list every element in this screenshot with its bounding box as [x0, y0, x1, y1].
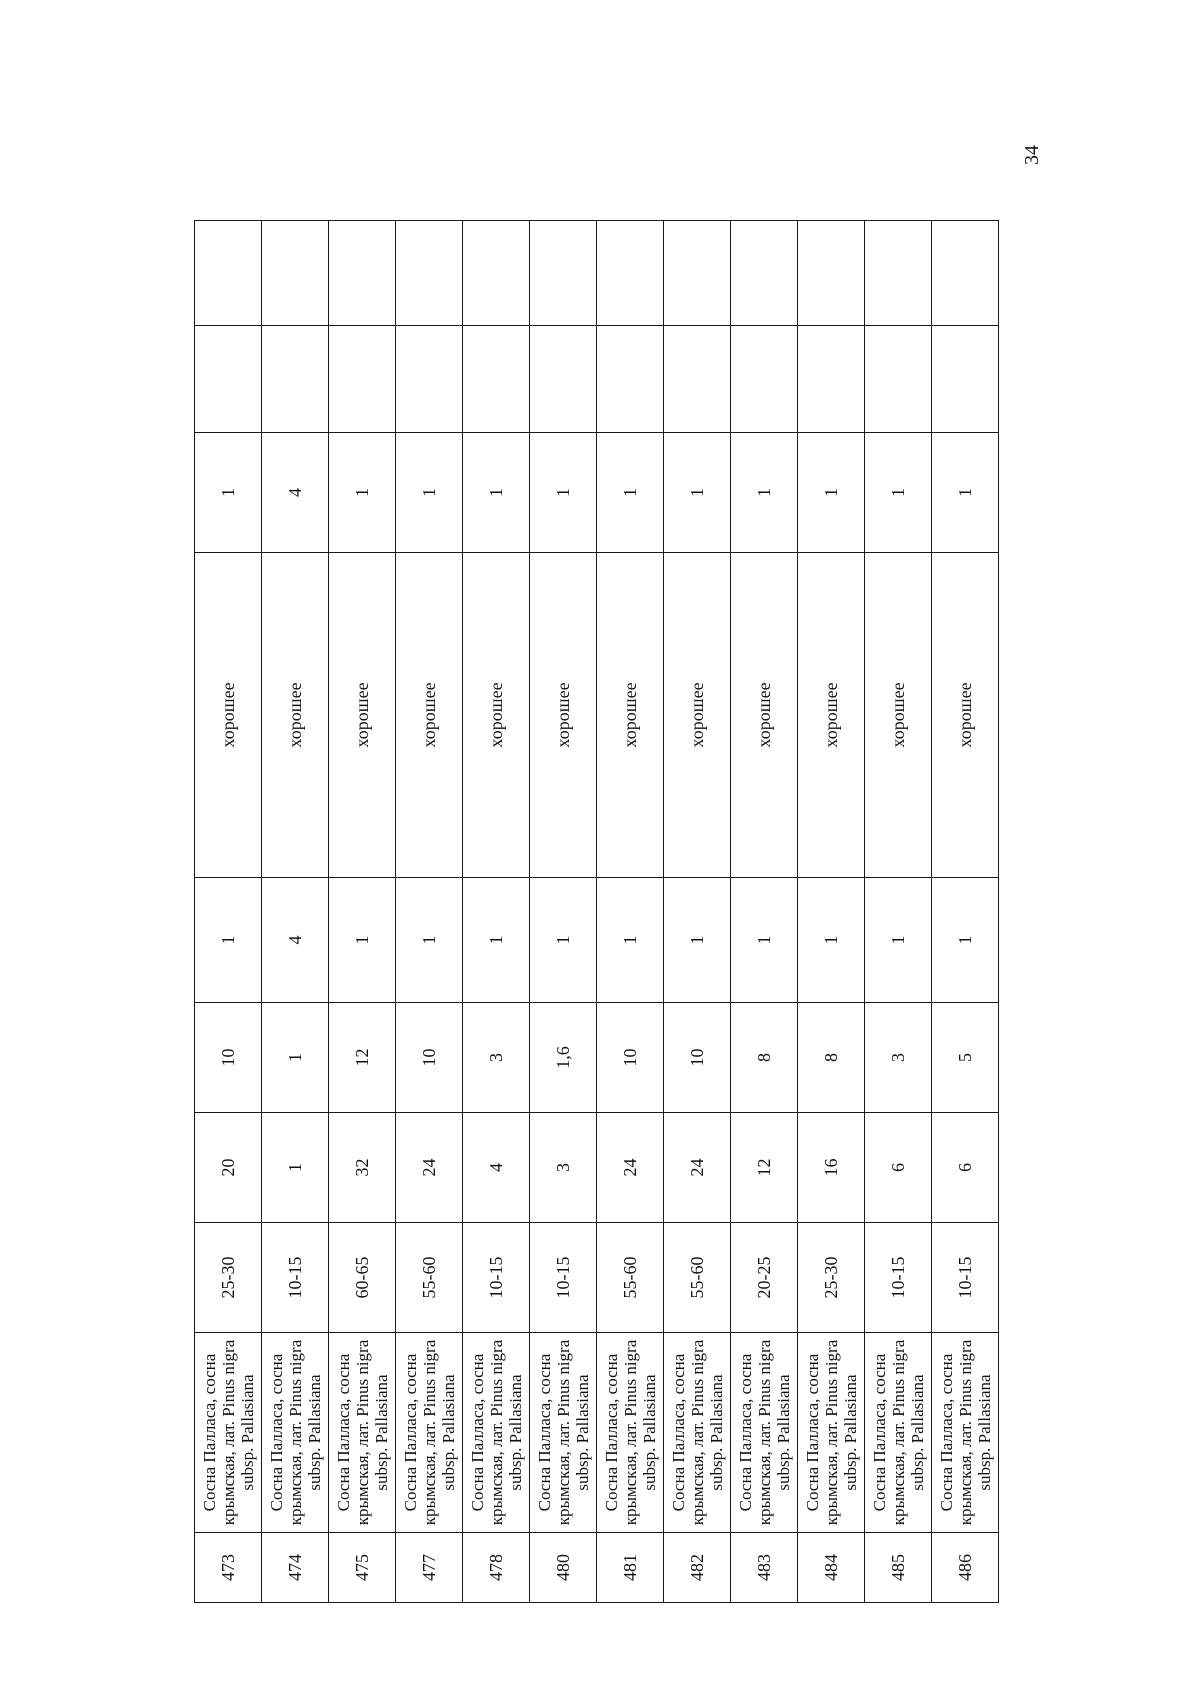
cell-height: 4	[463, 1113, 530, 1223]
cell-empty	[798, 221, 865, 326]
cell-diameter: 8	[798, 1003, 865, 1113]
cell-number: 474	[262, 1533, 329, 1603]
cell-empty	[195, 221, 262, 326]
cell-diameter: 10	[664, 1003, 731, 1113]
cell-number: 484	[798, 1533, 865, 1603]
cell-condition: хорошее	[597, 553, 664, 878]
cell-count: 1	[530, 878, 597, 1003]
cell-age: 25-30	[195, 1223, 262, 1333]
cell-count: 1	[932, 878, 999, 1003]
cell-diameter: 3	[865, 1003, 932, 1113]
cell-count: 1	[329, 878, 396, 1003]
cell-count: 1	[597, 878, 664, 1003]
cell-empty	[396, 326, 463, 433]
cell-species: Сосна Палласа, сосна крымская, лат. Pinus nigra subsp. Pallasiana	[731, 1333, 798, 1533]
cell-total: 1	[664, 433, 731, 553]
cell-count: 1	[865, 878, 932, 1003]
cell-height: 12	[731, 1113, 798, 1223]
cell-count: 1	[195, 878, 262, 1003]
cell-age: 55-60	[597, 1223, 664, 1333]
cell-age: 55-60	[664, 1223, 731, 1333]
cell-diameter: 3	[463, 1003, 530, 1113]
cell-height: 24	[597, 1113, 664, 1223]
cell-species: Сосна Палласа, сосна крымская, лат. Pinus nigra subsp. Pallasiana	[262, 1333, 329, 1533]
cell-number: 477	[396, 1533, 463, 1603]
cell-condition: хорошее	[195, 553, 262, 878]
cell-total: 1	[530, 433, 597, 553]
table-row	[731, 221, 798, 1603]
cell-condition: хорошее	[329, 553, 396, 878]
cell-species: Сосна Палласа, сосна крымская, лат. Pinus nigra subsp. Pallasiana	[463, 1333, 530, 1533]
cell-condition: хорошее	[530, 553, 597, 878]
table-row	[195, 221, 262, 1603]
cell-age: 20-25	[731, 1223, 798, 1333]
cell-number: 475	[329, 1533, 396, 1603]
cell-empty	[463, 221, 530, 326]
cell-condition: хорошее	[731, 553, 798, 878]
cell-diameter: 10	[597, 1003, 664, 1113]
cell-empty	[865, 326, 932, 433]
cell-diameter: 8	[731, 1003, 798, 1113]
cell-number: 482	[664, 1533, 731, 1603]
cell-height: 20	[195, 1113, 262, 1223]
cell-empty	[731, 326, 798, 433]
cell-empty	[798, 326, 865, 433]
cell-empty	[664, 221, 731, 326]
cell-species: Сосна Палласа, сосна крымская, лат. Pinus nigra subsp. Pallasiana	[664, 1333, 731, 1533]
cell-height: 6	[865, 1113, 932, 1223]
table-row	[262, 221, 329, 1603]
cell-species: Сосна Палласа, сосна крымская, лат. Pinus nigra subsp. Pallasiana	[865, 1333, 932, 1533]
cell-number: 473	[195, 1533, 262, 1603]
table-row	[932, 221, 999, 1603]
cell-empty	[262, 221, 329, 326]
cell-empty	[865, 221, 932, 326]
cell-age: 10-15	[463, 1223, 530, 1333]
cell-height: 16	[798, 1113, 865, 1223]
cell-number: 481	[597, 1533, 664, 1603]
cell-height: 32	[329, 1113, 396, 1223]
cell-species: Сосна Палласа, сосна крымская, лат. Pinus nigra subsp. Pallasiana	[195, 1333, 262, 1533]
cell-height: 24	[664, 1113, 731, 1223]
table-body	[195, 221, 999, 1603]
cell-total: 1	[932, 433, 999, 553]
cell-condition: хорошее	[664, 553, 731, 878]
cell-total: 1	[463, 433, 530, 553]
cell-count: 4	[262, 878, 329, 1003]
table-row	[865, 221, 932, 1603]
cell-empty	[396, 221, 463, 326]
cell-age: 25-30	[798, 1223, 865, 1333]
cell-total: 1	[329, 433, 396, 553]
cell-total: 1	[865, 433, 932, 553]
cell-age: 10-15	[530, 1223, 597, 1333]
cell-count: 1	[664, 878, 731, 1003]
cell-empty	[463, 326, 530, 433]
cell-empty	[530, 221, 597, 326]
cell-empty	[932, 326, 999, 433]
cell-age: 10-15	[262, 1223, 329, 1333]
table-row	[597, 221, 664, 1603]
rotated-table-container	[194, 221, 998, 1603]
cell-total: 4	[262, 433, 329, 553]
cell-species: Сосна Палласа, сосна крымская, лат. Pinus nigra subsp. Pallasiana	[329, 1333, 396, 1533]
cell-condition: хорошее	[262, 553, 329, 878]
cell-total: 1	[798, 433, 865, 553]
cell-condition: хорошее	[396, 553, 463, 878]
cell-count: 1	[463, 878, 530, 1003]
cell-height: 6	[932, 1113, 999, 1223]
cell-species: Сосна Палласа, сосна крымская, лат. Pinus nigra subsp. Pallasiana	[396, 1333, 463, 1533]
cell-diameter: 12	[329, 1003, 396, 1113]
cell-empty	[329, 326, 396, 433]
cell-diameter: 1,6	[530, 1003, 597, 1113]
table-row	[396, 221, 463, 1603]
cell-total: 1	[396, 433, 463, 553]
cell-empty	[932, 221, 999, 326]
cell-condition: хорошее	[798, 553, 865, 878]
cell-empty	[530, 326, 597, 433]
table-row	[798, 221, 865, 1603]
cell-species: Сосна Палласа, сосна крымская, лат. Pinus nigra subsp. Pallasiana	[798, 1333, 865, 1533]
cell-total: 1	[731, 433, 798, 553]
cell-empty	[329, 221, 396, 326]
cell-height: 3	[530, 1113, 597, 1223]
cell-condition: хорошее	[865, 553, 932, 878]
cell-condition: хорошее	[932, 553, 999, 878]
cell-number: 480	[530, 1533, 597, 1603]
cell-diameter: 10	[195, 1003, 262, 1113]
cell-number: 483	[731, 1533, 798, 1603]
cell-diameter: 10	[396, 1003, 463, 1113]
cell-empty	[262, 326, 329, 433]
cell-empty	[195, 326, 262, 433]
cell-diameter: 1	[262, 1003, 329, 1113]
cell-number: 478	[463, 1533, 530, 1603]
cell-species: Сосна Палласа, сосна крымская, лат. Pinus nigra subsp. Pallasiana	[932, 1333, 999, 1533]
cell-height: 1	[262, 1113, 329, 1223]
cell-age: 55-60	[396, 1223, 463, 1333]
page-number: 34	[1020, 145, 1043, 165]
cell-count: 1	[396, 878, 463, 1003]
tree-inventory-table	[194, 220, 999, 1603]
cell-count: 1	[798, 878, 865, 1003]
cell-height: 24	[396, 1113, 463, 1223]
cell-empty	[597, 326, 664, 433]
cell-empty	[597, 221, 664, 326]
cell-diameter: 5	[932, 1003, 999, 1113]
table-row	[664, 221, 731, 1603]
cell-number: 486	[932, 1533, 999, 1603]
cell-age: 10-15	[932, 1223, 999, 1333]
cell-count: 1	[731, 878, 798, 1003]
cell-empty	[664, 326, 731, 433]
cell-species: Сосна Палласа, сосна крымская, лат. Pinus nigra subsp. Pallasiana	[597, 1333, 664, 1533]
cell-species: Сосна Палласа, сосна крымская, лат. Pinus nigra subsp. Pallasiana	[530, 1333, 597, 1533]
cell-empty	[731, 221, 798, 326]
cell-age: 10-15	[865, 1223, 932, 1333]
table-row	[463, 221, 530, 1603]
cell-number: 485	[865, 1533, 932, 1603]
table-row	[530, 221, 597, 1603]
cell-condition: хорошее	[463, 553, 530, 878]
cell-age: 60-65	[329, 1223, 396, 1333]
table-row	[329, 221, 396, 1603]
cell-total: 1	[195, 433, 262, 553]
cell-total: 1	[597, 433, 664, 553]
